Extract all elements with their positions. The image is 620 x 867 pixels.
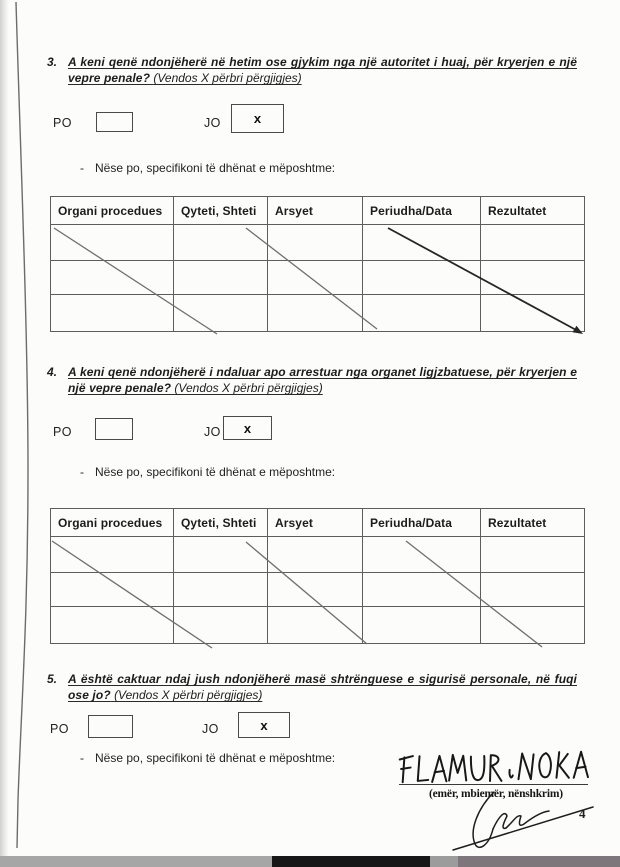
table-cell bbox=[174, 261, 268, 295]
question-3-body bbox=[68, 54, 577, 86]
table-cell bbox=[481, 261, 585, 295]
scan-bottom-band bbox=[0, 856, 620, 867]
jo-label: JO bbox=[202, 722, 219, 736]
signature-caption: (emër, mbiemër, nënshkrim) bbox=[429, 788, 563, 800]
details-table bbox=[50, 196, 585, 332]
table-cell bbox=[174, 573, 268, 607]
question-3-number: 3. bbox=[47, 55, 58, 69]
po-label: PO bbox=[50, 722, 69, 736]
table-cell bbox=[481, 295, 585, 332]
question-4 bbox=[47, 364, 577, 396]
table-cell bbox=[481, 573, 585, 607]
note-dash: - bbox=[80, 465, 84, 479]
signature-scribble bbox=[448, 790, 598, 852]
po-label: PO bbox=[53, 425, 72, 439]
question-3-table bbox=[50, 196, 584, 335]
table-cell bbox=[481, 537, 585, 573]
table-header-row bbox=[51, 509, 585, 537]
question-4-body bbox=[68, 364, 577, 396]
column-header: Organi procedues bbox=[51, 197, 174, 225]
scan-bottom-band-mid bbox=[430, 856, 458, 867]
table-cell bbox=[174, 225, 268, 261]
question-4-text: A keni qenë ndonjëherë i ndaluar apo arrestuar nga organet ligjzbatuese, për kryerjen e një vepre penale? bbox=[68, 365, 577, 395]
question-5-note bbox=[80, 751, 335, 765]
handwritten-name bbox=[398, 749, 591, 785]
note-dash: - bbox=[80, 751, 84, 765]
table-cell bbox=[174, 295, 268, 332]
scan-bottom-band-right bbox=[458, 856, 620, 867]
table-header-row bbox=[51, 197, 585, 225]
jo-checkbox[interactable]: x bbox=[223, 416, 272, 440]
details-table bbox=[50, 508, 585, 644]
table-cell bbox=[51, 607, 174, 644]
table-cell bbox=[51, 295, 174, 332]
po-label: PO bbox=[53, 116, 72, 130]
table-cell bbox=[363, 225, 481, 261]
table-cell bbox=[51, 573, 174, 607]
column-header: Qyteti, Shteti bbox=[174, 197, 268, 225]
question-3-text: A keni qenë ndonjëherë në hetim ose gjykim nga një autoritet i huaj, për kryerjen e një vepre penale? bbox=[68, 55, 577, 85]
table-cell bbox=[481, 225, 585, 261]
table-cell bbox=[174, 607, 268, 644]
table-cell bbox=[268, 537, 363, 573]
jo-checkbox[interactable]: x bbox=[231, 104, 284, 133]
question-5-answers bbox=[0, 712, 620, 746]
question-3-answers bbox=[0, 106, 620, 140]
table-cell bbox=[51, 261, 174, 295]
po-checkbox[interactable] bbox=[88, 715, 133, 738]
question-4-instruction: (Vendos X përbri përgjigjes) bbox=[174, 381, 323, 395]
note-text: Nëse po, specifikoni të dhënat e mëposhtme: bbox=[95, 751, 336, 765]
table-cell bbox=[174, 537, 268, 573]
jo-label: JO bbox=[204, 116, 221, 130]
table-cell bbox=[268, 573, 363, 607]
table-cell bbox=[363, 537, 481, 573]
table-cell bbox=[268, 607, 363, 644]
question-5 bbox=[47, 671, 577, 703]
question-5-text: A është caktuar ndaj jush ndonjëherë masë shtrënguese e sigurisë personale, në fuqi ose jo? bbox=[68, 672, 577, 702]
column-header: Rezultatet bbox=[481, 197, 585, 225]
table-cell bbox=[363, 261, 481, 295]
note-dash: - bbox=[80, 161, 84, 175]
column-header: Organi procedues bbox=[51, 509, 174, 537]
table-row bbox=[51, 573, 585, 607]
column-header: Qyteti, Shteti bbox=[174, 509, 268, 537]
table-row bbox=[51, 225, 585, 261]
question-3-note bbox=[80, 161, 335, 175]
question-3-instruction: (Vendos X përbri përgjigjes) bbox=[153, 71, 302, 85]
table-cell bbox=[51, 537, 174, 573]
jo-checkbox[interactable]: x bbox=[238, 712, 290, 738]
table-cell bbox=[51, 225, 174, 261]
question-4-note bbox=[80, 465, 335, 479]
question-4-number: 4. bbox=[47, 365, 58, 379]
table-row bbox=[51, 607, 585, 644]
column-header: Arsyet bbox=[268, 197, 363, 225]
column-header: Rezultatet bbox=[481, 509, 585, 537]
table-row bbox=[51, 261, 585, 295]
note-text: Nëse po, specifikoni të dhënat e mëposhtme: bbox=[95, 161, 336, 175]
page-number: 4 bbox=[579, 806, 586, 821]
po-checkbox[interactable] bbox=[95, 418, 133, 440]
question-4-answers bbox=[0, 415, 620, 449]
table-cell bbox=[363, 295, 481, 332]
question-4-table bbox=[50, 508, 584, 648]
table-cell bbox=[268, 225, 363, 261]
question-3 bbox=[47, 54, 577, 86]
scan-bottom-band-black bbox=[272, 856, 430, 867]
table-cell bbox=[481, 607, 585, 644]
column-header: Arsyet bbox=[268, 509, 363, 537]
table-row bbox=[51, 537, 585, 573]
jo-label: JO bbox=[204, 425, 221, 439]
signature-line bbox=[399, 784, 588, 785]
table-row bbox=[51, 295, 585, 332]
table-cell bbox=[268, 261, 363, 295]
column-header: Periudha/Data bbox=[363, 509, 481, 537]
table-cell bbox=[363, 573, 481, 607]
po-checkbox[interactable] bbox=[96, 112, 133, 132]
question-5-instruction: (Vendos X përbri përgjigjes) bbox=[114, 688, 263, 702]
question-5-number: 5. bbox=[47, 672, 58, 686]
table-cell bbox=[363, 607, 481, 644]
question-5-body bbox=[68, 671, 577, 703]
column-header: Periudha/Data bbox=[363, 197, 481, 225]
table-cell bbox=[268, 295, 363, 332]
note-text: Nëse po, specifikoni të dhënat e mëposhtme: bbox=[95, 465, 336, 479]
